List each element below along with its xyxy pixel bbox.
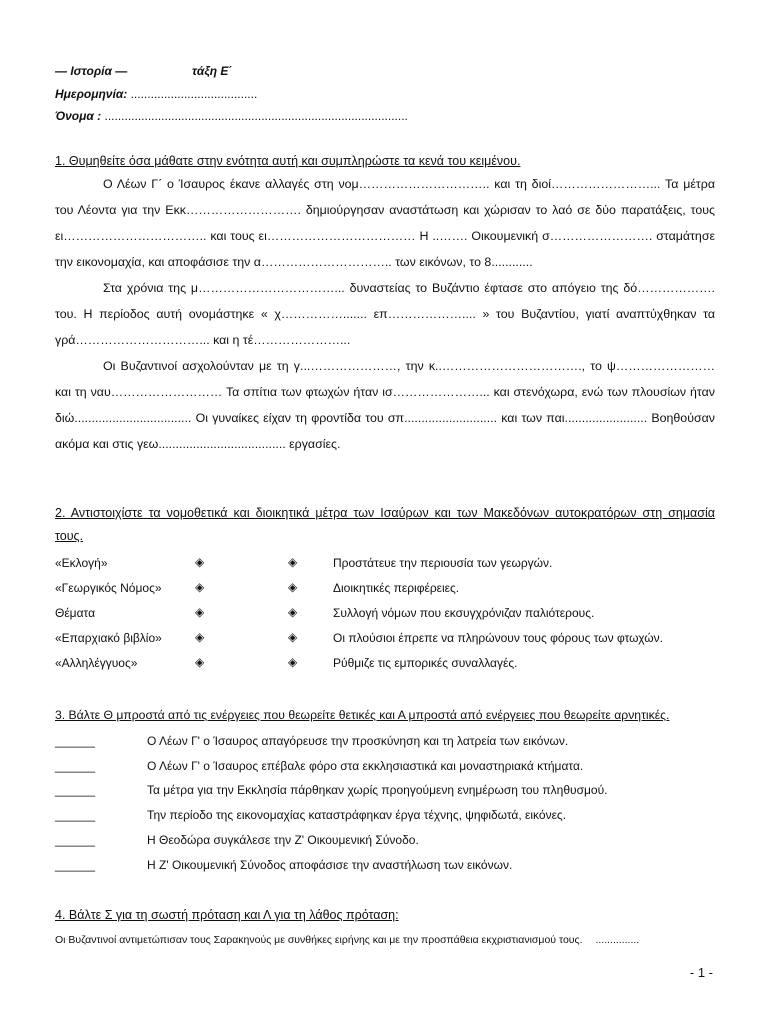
diamond-icon[interactable]: ◈ xyxy=(195,555,205,569)
date-blank: ...................................... xyxy=(127,87,258,101)
statement-text: Η Θεοδώρα συγκάλεσε την Ζ' Οικουμενική Σύνοδο. xyxy=(147,833,419,847)
question-2-title-block xyxy=(55,506,715,543)
match-meaning: Ρύθμιζε τις εμπορικές συναλλαγές. xyxy=(333,656,518,670)
statement-text: Ο Λέων Γ' ο Ίσαυρος επέβαλε φόρο στα εκκλησιαστικά και μοναστηριακά κτήματα. xyxy=(147,759,584,773)
diamond-icon[interactable]: ◈ xyxy=(288,605,298,619)
question-1-paragraph-3: Οι Βυζαντινοί ασχολούνταν με τη γ...…………………, την κ..……………………………., το ψ…………………… και τη ναυ……………………… Τα σπίτια των φτωχών ήταν ισ…………………... και στενόχωρα, ενώ των πλουσίων ήταν διώ.................................. Οι γυναίκες είχαν τη φροντίδα του σπ........................... και των παι........................ Βοηθούσαν ακόμα και στις γεω..................................... εργασίες. xyxy=(55,359,715,451)
diamond-icon[interactable]: ◈ xyxy=(195,605,205,619)
class-label: τάξη Ε΄ xyxy=(192,64,233,78)
match-term: Θέματα xyxy=(55,606,96,620)
header-subject-line xyxy=(55,64,233,78)
statement-row xyxy=(55,858,715,882)
question-1 xyxy=(55,154,715,457)
statement-text: Η Ζ' Οικουμενική Σύνοδος αποφάσισε την αναστήλωση των εικόνων. xyxy=(147,858,513,872)
statement-row xyxy=(55,808,715,832)
statement-text: Την περίοδο της εικονομαχίας καταστράφηκαν έργα τέχνης, ψηφιδωτά, εικόνες. xyxy=(147,808,567,822)
date-label: Ημερομηνία: xyxy=(55,87,128,101)
question-1-title: 1. Θυμηθείτε όσα μάθατε στην ενότητα αυτή και συμπληρώστε τα κενά του κειμένου. xyxy=(55,154,521,168)
statement-text: Οι Βυζαντινοί αντιμετώπισαν τους Σαρακηνούς με συνθήκες ειρήνης και με την προσπάθεια εκχριστιανισμού τους. xyxy=(55,934,583,946)
diamond-icon[interactable]: ◈ xyxy=(288,655,298,669)
statement-text: Τα μέτρα για την Εκκλησία πάρθηκαν χωρίς προηγούμενη ενημέρωση του πληθυσμού. xyxy=(147,783,608,797)
diamond-icon[interactable]: ◈ xyxy=(288,630,298,644)
question-3-title: 3. Βάλτε Θ μπροστά από τις ενέργειες που θεωρείτε θετικές και Α μπροστά από ενέργειες που θεωρείτε αρνητικές. xyxy=(55,708,670,722)
match-term: «Επαρχιακό βιβλίο» xyxy=(55,631,162,645)
date-line xyxy=(55,87,257,101)
match-meaning: Οι πλούσιοι έπρεπε να πληρώνουν τους φόρους των φτωχών. xyxy=(333,631,663,645)
diamond-icon[interactable]: ◈ xyxy=(288,555,298,569)
answer-blank[interactable]: ______ xyxy=(55,858,96,872)
question-4-title: 4. Βάλτε Σ για τη σωστή πρόταση και Λ για τη λάθος πρόταση: xyxy=(55,908,399,922)
question-1-text xyxy=(55,171,715,457)
question-2-title-cont: τους. xyxy=(55,529,84,543)
match-term: «Αλληλέγγυος» xyxy=(55,656,138,670)
match-row xyxy=(55,581,715,605)
match-meaning: Συλλογή νόμων που εκσυγχρόνιζαν παλιότερους. xyxy=(333,606,595,620)
question-3-title-block xyxy=(55,708,715,722)
match-meaning: Διοικητικές περιφέρειες. xyxy=(333,581,460,595)
answer-blank[interactable]: ______ xyxy=(55,734,96,748)
match-term: «Εκλογή» xyxy=(55,556,108,570)
page-number: - 1 - xyxy=(689,965,713,980)
match-row xyxy=(55,631,715,655)
answer-blank[interactable]: ______ xyxy=(55,833,96,847)
name-line xyxy=(55,109,408,123)
match-row xyxy=(55,606,715,630)
answer-blank[interactable]: ______ xyxy=(55,783,96,797)
question-1-paragraph-2: Στα χρόνια της μ……………………………... δυναστείας το Βυζάντιο έφτασε στο απόγειο της δό………………. του. Η περίοδος αυτή ονομάστηκε « χ……………....... επ……………….... » του Βυζαντίου, γιατί αναπτύχθηκαν τα γρά…………………………... και η τέ…………………... xyxy=(55,281,715,347)
question-4-title-block xyxy=(55,908,715,922)
match-meaning: Προστάτευε την περιουσία των γεωργών. xyxy=(333,556,553,570)
statement-row xyxy=(55,734,715,758)
match-row xyxy=(55,656,715,680)
statement-row xyxy=(55,759,715,783)
name-label: Όνομα : xyxy=(55,109,102,123)
diamond-icon[interactable]: ◈ xyxy=(288,580,298,594)
diamond-icon[interactable]: ◈ xyxy=(195,630,205,644)
statement-row xyxy=(55,783,715,807)
question-2-title: 2. Αντιστοιχίστε τα νομοθετικά και διοικητικά μέτρα των Ισαύρων και των Μακεδόνων αυτοκρατόρων στη σημασία xyxy=(55,506,715,520)
answer-blank[interactable]: ______ xyxy=(55,808,96,822)
name-blank: ........................................................................................... xyxy=(101,109,408,123)
subject-label: — Ιστορία — xyxy=(55,64,128,78)
diamond-icon[interactable]: ◈ xyxy=(195,580,205,594)
question-4-statement xyxy=(55,934,639,946)
answer-blank[interactable]: ............... xyxy=(595,934,640,946)
statement-row xyxy=(55,833,715,857)
answer-blank[interactable]: ______ xyxy=(55,759,96,773)
diamond-icon[interactable]: ◈ xyxy=(195,655,205,669)
match-term: «Γεωργικός Νόμος» xyxy=(55,581,162,595)
statement-text: Ο Λέων Γ' ο Ίσαυρος απαγόρευσε την προσκύνηση και τη λατρεία των εικόνων. xyxy=(147,734,569,748)
match-row xyxy=(55,556,715,580)
question-1-paragraph-1: Ο Λέων Γ΄ ο Ίσαυρος έκανε αλλαγές στη νομ………………………….. και τη διοί……………………... Τα μέτρα του Λέοντα για την Εκκ………………………. δημιούργησαν αναστάτωση και χώρισαν το λαό σε δύο παρατάξεις, τους ει…………………………….. και τους ει……………………………… Η ..……. Οικουμενική σ……………………. σταμάτησε την εικονομαχία, και αποφάσισε την α………………………….. των εικόνων, το 8............ xyxy=(55,177,715,269)
